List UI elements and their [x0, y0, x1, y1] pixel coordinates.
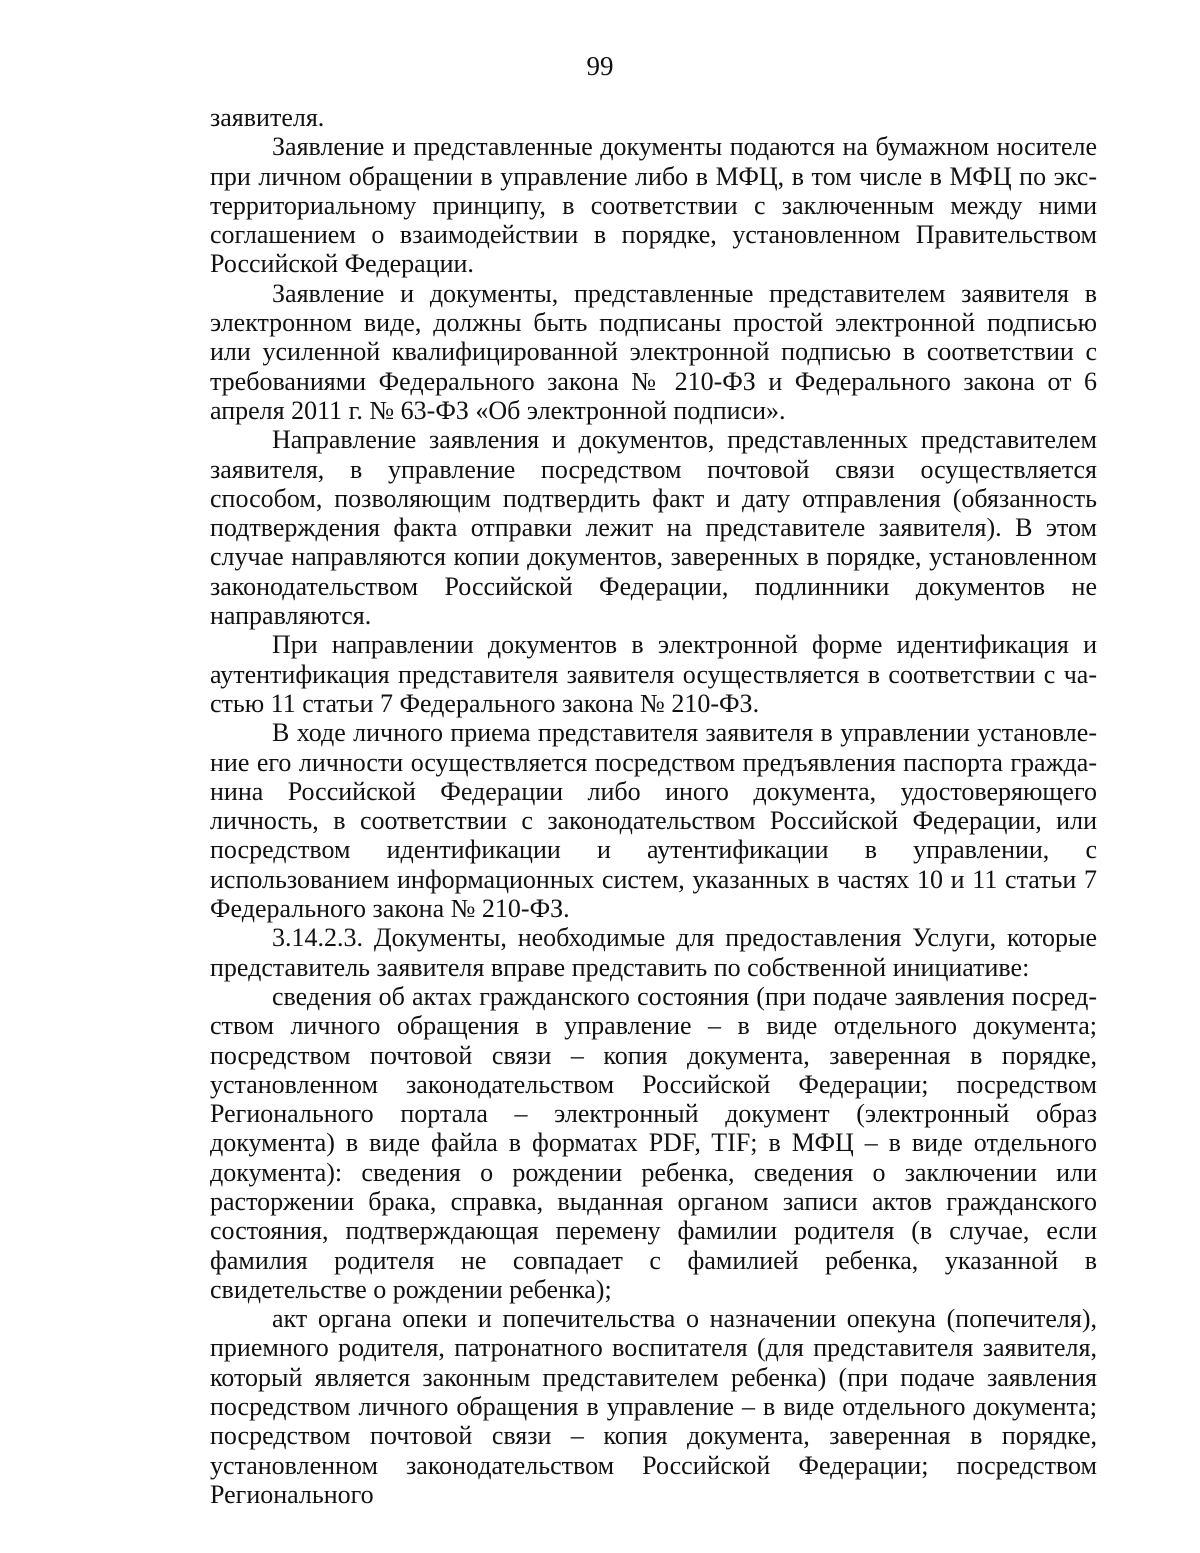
document-body: [210, 103, 1097, 1509]
paragraph-submission-paper: Заявление и представленные документы подаются на бумажном носителе при личном обращении в управление либо в МФЦ, в том числе в МФЦ по экстерриториальному принципу, в соответствии с заключенным между ними соглашением о взаимодействии в порядке, установленном Правительством Российской Федерации.: [210, 132, 1097, 279]
page-number: 99: [586, 51, 614, 81]
paragraph-postal-submission: Направление заявления и документов, представленных представителем заявителя, в управление посредством почтовой связи осуществляется способом, позволяющим подтвердить факт и дату отправления (обязанность подтверждения факта отправки лежит на представителе заявителя). В этом случае направляются копии документов, заверенных в порядке, установленном законодательством Российской Федерации, подлинники документов не направляются.: [210, 425, 1097, 631]
paragraph-personal-reception: В ходе личного приема представителя заявителя в управлении установление его личности осуществляется посредством предъявления паспорта гражданина Российской Федерации либо иного документа, удостоверяющего личность, в соответствии с законодательством Российской Федерации, или посредством идентификации и аутентификации в управлении, с использованием информационных систем, указанных в частях 10 и 11 статьи 7 Федерального закона № 210-ФЗ.: [210, 718, 1097, 924]
paragraph-electronic-identification: При направлении документов в электронной форме идентификация и аутентификация представителя заявителя осуществляется в соответствии с частью 11 статьи 7 Федерального закона № 210-ФЗ.: [210, 630, 1097, 718]
paragraph-guardianship-act: акт органа опеки и попечительства о назначении опекуна (попечителя), приемного родителя, патронатного воспитателя (для представителя заявителя, который является законным представителем ребенка) (при подаче заявления посредством личного обращения в управление – в виде отдельного документа; посредством почтовой связи – копия документа, заверенная в порядке, установленном законодательством Российской Федерации; посредством Регионального: [210, 1304, 1097, 1509]
paragraph-section-3-14-2-3: 3.14.2.3. Документы, необходимые для предоставления Услуги, которые представитель заявителя вправе представить по собственной инициативе:: [210, 923, 1097, 982]
paragraph-civil-status-records: сведения об актах гражданского состояния (при подаче заявления посредством личного обращения в управление – в виде отдельного документа; посредством почтовой связи – копия документа, заверенная в порядке, установленном законодательством Российской Федерации; посредством Регионального портала – электронный документ (электронный образ документа) в виде файла в форматах PDF, TIF; в МФЦ – в виде отдельного документа): сведения о рождении ребенка, сведения о заключении или расторжении брака, справка, выданная органом записи актов гражданского состояния, подтверждающая перемену фамилии родителя (в случае, если фамилия родителя не совпадает с фамилией ребенка, указанной в свидетельстве о рождении ребенка);: [210, 981, 1097, 1304]
paragraph-electronic-signature: Заявление и документы, представленные представителем заявителя в электронном виде, должны быть подписаны простой электронной подписью или усиленной квалифицированной электронной подписью в соответствии с требованиями Федерального закона № 210-ФЗ и Федерального закона от 6 апреля 2011 г. № 63-ФЗ «Об электронной подписи».: [210, 278, 1097, 425]
paragraph-continuation: заявителя.: [210, 103, 325, 132]
